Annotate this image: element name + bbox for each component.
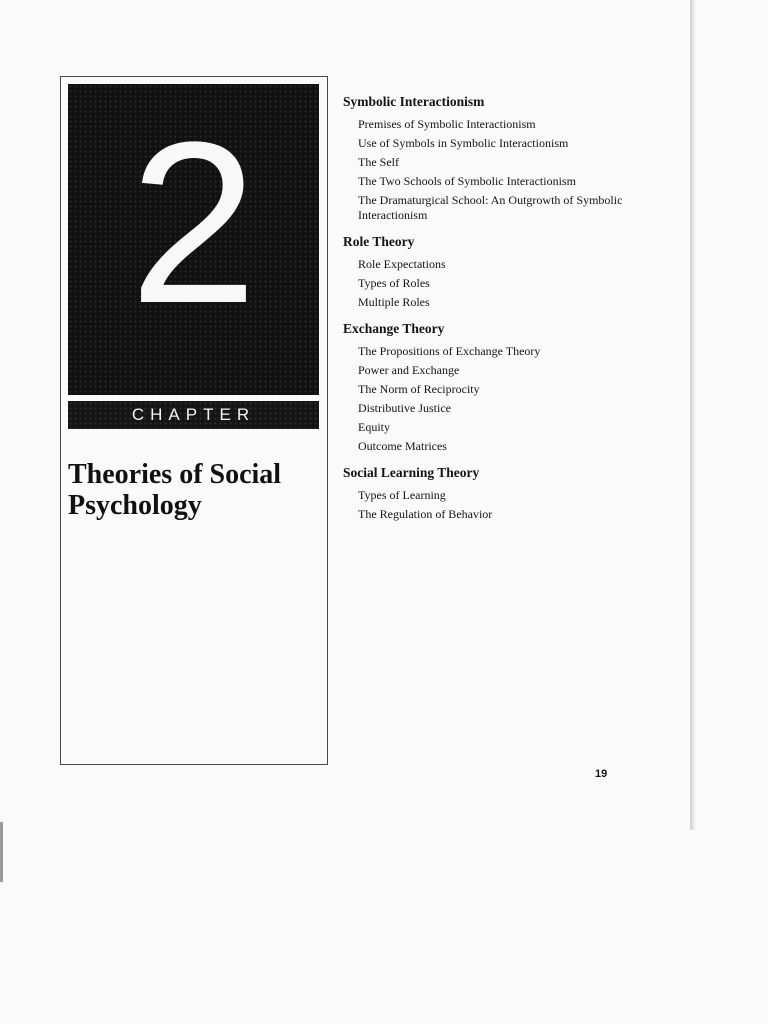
outline-item: The Propositions of Exchange Theory xyxy=(358,344,541,358)
section-heading: Symbolic Interactionism xyxy=(343,94,485,109)
outline-item: Equity xyxy=(358,420,390,434)
outline-item: The Self xyxy=(358,155,399,169)
outline-item: The Norm of Reciprocity xyxy=(358,382,480,396)
scan-edge-mark xyxy=(0,822,3,882)
outline-section xyxy=(343,92,628,223)
chapter-title: Theories of Social Psychology xyxy=(68,459,282,521)
chapter-number: 2 xyxy=(129,94,258,351)
section-items xyxy=(343,117,628,223)
outline-item: Role Expectations xyxy=(358,257,446,271)
outline-item: Premises of Symbolic Interactionism xyxy=(358,117,536,131)
page-edge-shadow xyxy=(690,0,696,830)
page-number: 19 xyxy=(595,768,608,780)
outline-item: Distributive Justice xyxy=(358,401,451,415)
chapter-outline xyxy=(343,92,628,531)
section-items xyxy=(343,344,628,454)
chapter-number-block xyxy=(68,84,319,395)
outline-item: The Two Schools of Symbolic Interactionism xyxy=(358,174,576,188)
outline-section xyxy=(343,232,628,310)
outline-item: The Dramaturgical School: An Outgrowth of Symbolic Interactionism xyxy=(358,193,623,222)
outline-item: Outcome Matrices xyxy=(358,439,447,453)
outline-section xyxy=(343,463,628,522)
section-heading: Role Theory xyxy=(343,234,415,249)
outline-item: Multiple Roles xyxy=(358,295,430,309)
outline-item: Types of Roles xyxy=(358,276,430,290)
section-heading: Social Learning Theory xyxy=(343,465,480,480)
chapter-label: CHAPTER xyxy=(68,401,319,429)
section-items xyxy=(343,257,628,310)
outline-item: Types of Learning xyxy=(358,488,446,502)
outline-item: Power and Exchange xyxy=(358,363,460,377)
section-heading: Exchange Theory xyxy=(343,321,445,336)
outline-item: The Regulation of Behavior xyxy=(358,507,493,521)
outline-section xyxy=(343,319,628,454)
outline-item: Use of Symbols in Symbolic Interactionism xyxy=(358,136,569,150)
section-items xyxy=(343,488,628,522)
chapter-opener-box xyxy=(60,76,328,765)
